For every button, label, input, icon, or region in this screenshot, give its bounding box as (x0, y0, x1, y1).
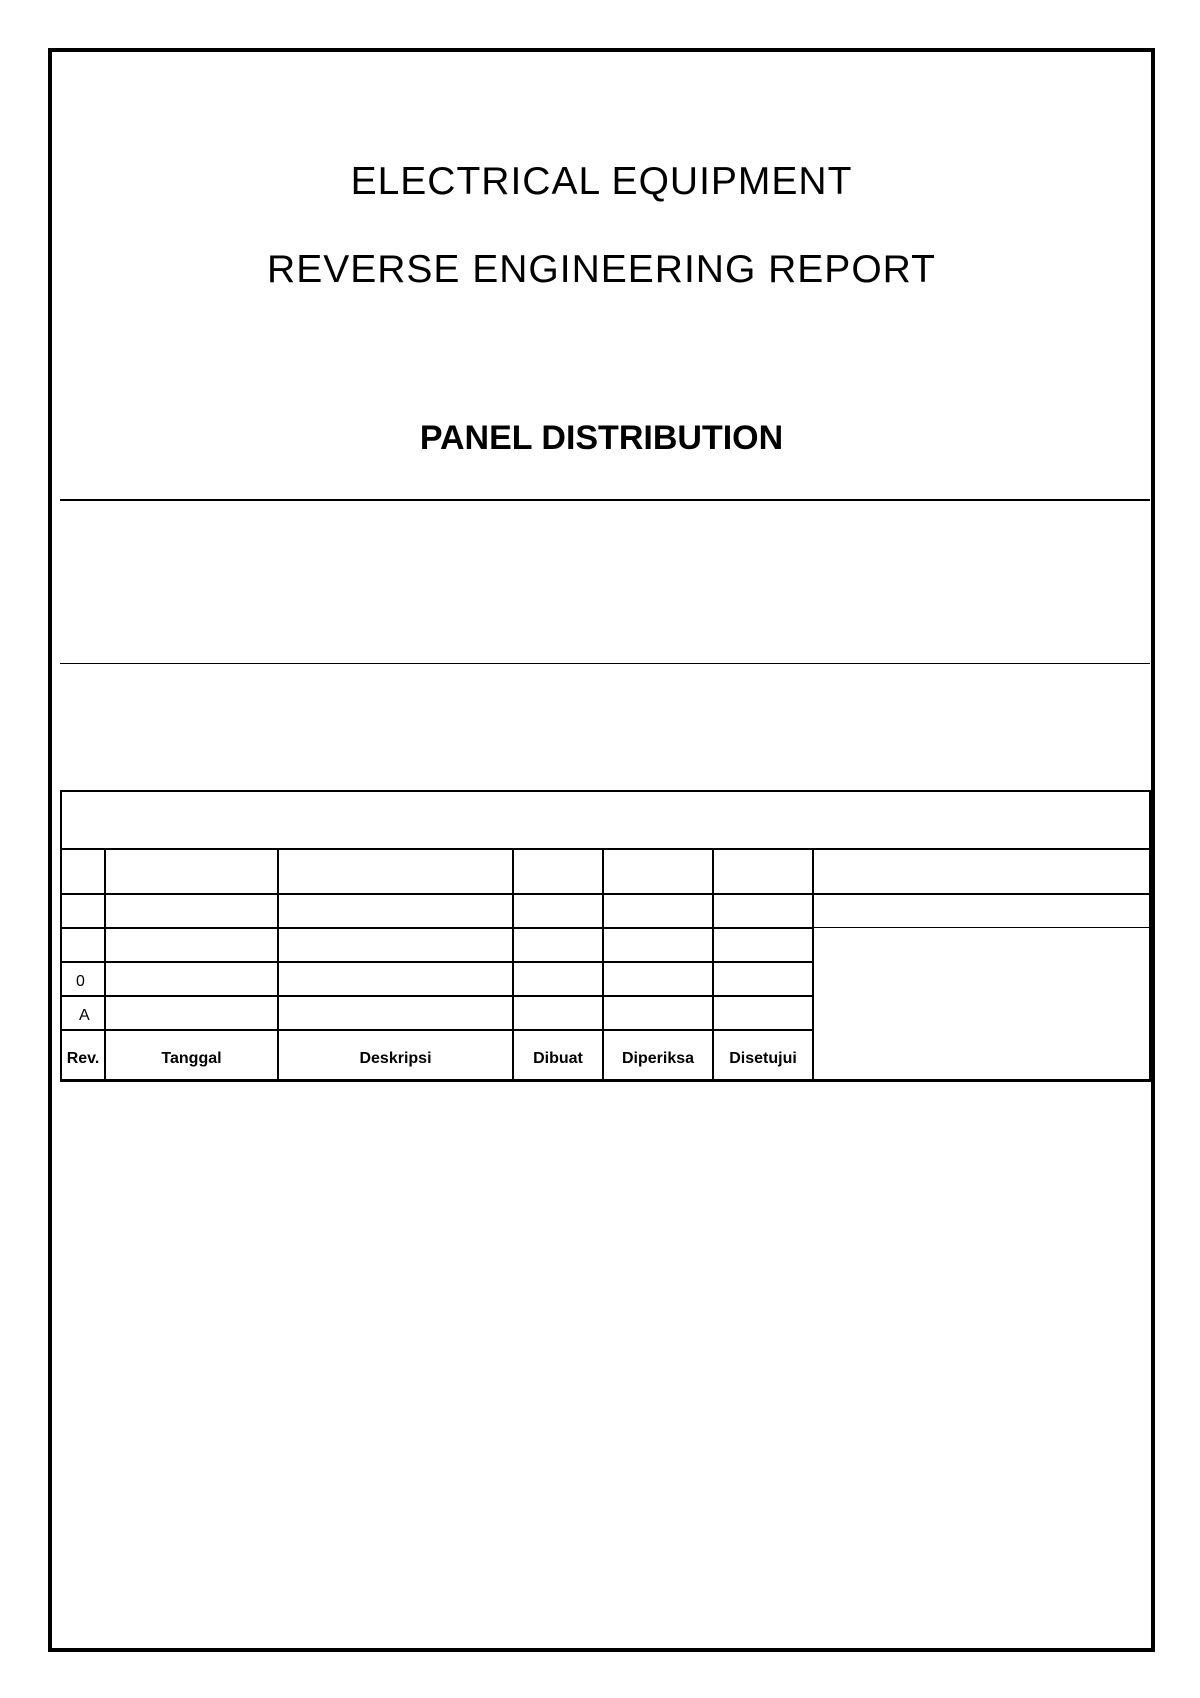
rev-value: 0 (76, 973, 85, 990)
column-header-diperiksa: Diperiksa (621, 1050, 695, 1067)
table-col-divider (812, 848, 814, 1079)
title-line-2: REVERSE ENGINEERING REPORT (267, 248, 936, 291)
rev-value: A (79, 1007, 90, 1024)
table-row-divider (62, 927, 812, 929)
table-row-divider (812, 927, 1149, 928)
table-col-divider (512, 848, 514, 1079)
divider-middle (60, 663, 1150, 664)
table-col-divider (712, 848, 714, 1079)
divider-top (60, 499, 1150, 501)
column-header-rev: Rev. (66, 1050, 100, 1067)
column-header-dibuat: Dibuat (533, 1050, 583, 1067)
revision-table (60, 790, 1152, 1082)
document-frame (48, 48, 1155, 1652)
table-row-divider (62, 893, 1149, 895)
document-subject: PANEL DISTRIBUTION (419, 419, 784, 457)
table-row-divider (62, 961, 812, 963)
table-row-divider (62, 1029, 812, 1031)
table-row-divider (62, 995, 812, 997)
table-col-divider (602, 848, 604, 1079)
title-line-1: ELECTRICAL EQUIPMENT (350, 160, 853, 203)
table-col-divider (104, 848, 106, 1079)
column-header-tanggal: Tanggal (161, 1050, 222, 1067)
table-col-divider (277, 848, 279, 1079)
column-header-disetujui: Disetujui (729, 1050, 797, 1067)
column-header-deskripsi: Deskripsi (359, 1050, 432, 1067)
table-header-divider (62, 848, 1149, 850)
